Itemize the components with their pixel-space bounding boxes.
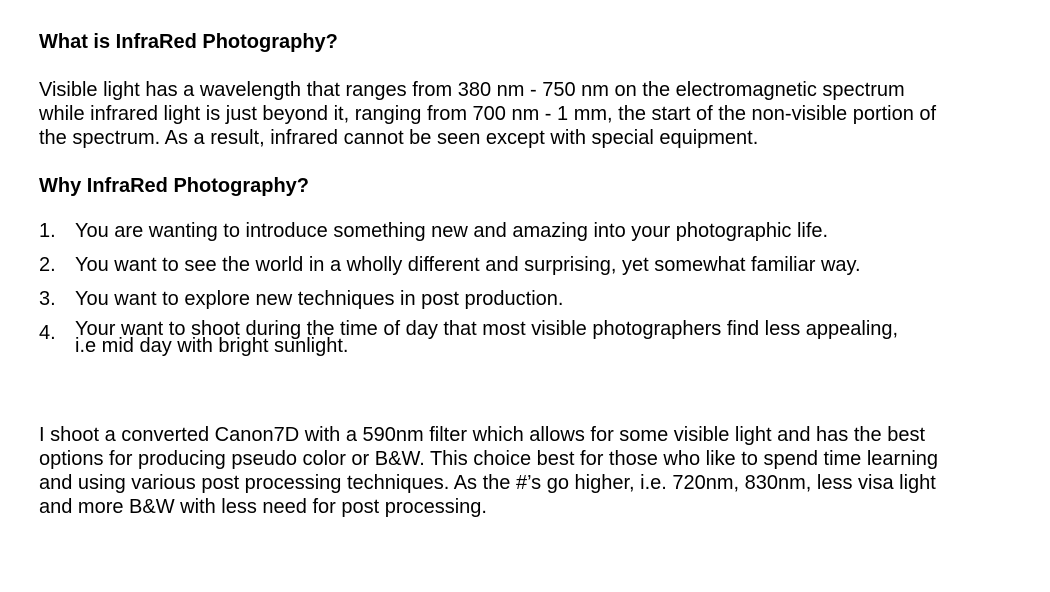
list-item (39, 318, 1029, 357)
list-item-text: Your want to shoot during the time of day that most visible photographers find less appealing, i.e mid day with bright sunlight. (75, 318, 899, 357)
list-item-number: 1. (39, 220, 56, 242)
list-item-number: 4. (39, 322, 56, 344)
list-item-number: 2. (39, 254, 56, 276)
list-item-text: You are wanting to introduce something new and amazing into your photographic life. (75, 220, 829, 242)
paragraph-infrared-definition: Visible light has a wavelength that ranges from 380 nm - 750 nm on the electromagnetic spectrum while infrared light is just beyond it, ranging from 700 nm - 1 mm, the start of the non-visible portion of the spectrum. As a result, infrared cannot be seen except with special equipment. (39, 79, 937, 149)
paragraph-camera-setup: I shoot a converted Canon7D with a 590nm filter which allows for some visible light and has the best options for producing pseudo color or B&W. This choice best for those who like to spend time learning and using various post processing techniques. As the #’s go higher, i.e. 720nm, 830nm, less visa light and more B&W with less need for post processing. (39, 424, 939, 518)
list-item-text: You want to explore new techniques in post production. (75, 288, 564, 310)
heading-why-infrared: Why InfraRed Photography? (39, 175, 309, 197)
list-item-number: 3. (39, 288, 56, 310)
list-item (39, 219, 1029, 243)
document-body (39, 30, 1029, 519)
reasons-list (39, 219, 1029, 355)
list-item-text: You want to see the world in a wholly different and surprising, yet somewhat familiar way. (75, 254, 861, 276)
list-item (39, 253, 1029, 277)
list-item (39, 287, 1029, 311)
heading-what-is-infrared: What is InfraRed Photography? (39, 31, 338, 53)
